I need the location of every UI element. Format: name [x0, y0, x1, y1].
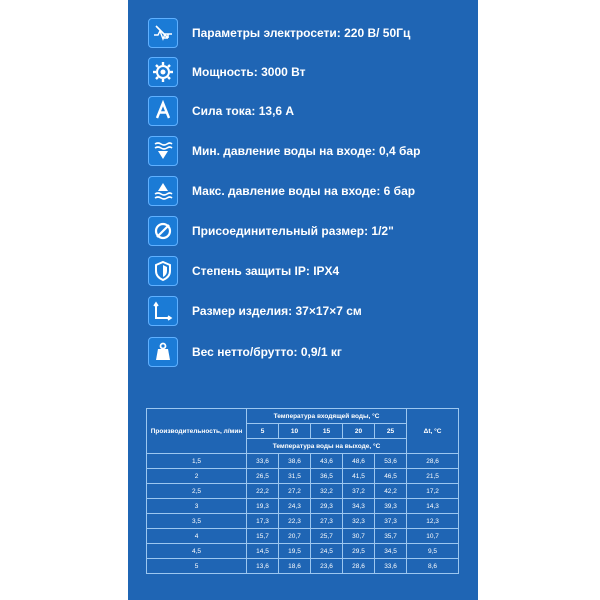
outlet-temp-cell: 29,5	[343, 544, 375, 559]
outlet-temp-cell: 32,2	[311, 484, 343, 499]
water-up-icon	[148, 176, 178, 206]
weight-icon	[148, 337, 178, 367]
header-outlet-temp: Температура воды на выходе, °C	[247, 439, 407, 454]
table-row	[147, 544, 459, 559]
outlet-temp-cell: 22,3	[279, 514, 311, 529]
outlet-temp-cell: 36,5	[311, 469, 343, 484]
delta-cell: 28,6	[407, 454, 459, 469]
delta-cell: 8,6	[407, 559, 459, 574]
productivity-cell: 4,5	[147, 544, 247, 559]
outlet-temp-cell: 33,6	[247, 454, 279, 469]
spec-row-ip	[148, 256, 339, 286]
outlet-temp-cell: 37,3	[375, 514, 407, 529]
spec-row-power	[148, 57, 306, 87]
table-row	[147, 484, 459, 499]
inlet-temp-cell: 15	[311, 424, 343, 439]
table-row	[147, 499, 459, 514]
outlet-temp-cell: 39,3	[375, 499, 407, 514]
productivity-cell: 4	[147, 529, 247, 544]
water-down-icon	[148, 136, 178, 166]
lightning-icon	[148, 18, 178, 48]
inlet-temp-cell: 20	[343, 424, 375, 439]
outlet-temp-cell: 31,5	[279, 469, 311, 484]
spec-label: Вес нетто/брутто: 0,9/1 кг	[192, 345, 342, 359]
dimensions-icon	[148, 296, 178, 326]
delta-cell: 10,7	[407, 529, 459, 544]
spec-row-power-grid	[148, 18, 410, 48]
spec-label: Размер изделия: 37×17×7 см	[192, 304, 362, 318]
inlet-temp-cell: 5	[247, 424, 279, 439]
outlet-temp-cell: 34,5	[375, 544, 407, 559]
outlet-temp-cell: 34,3	[343, 499, 375, 514]
header-productivity: Производительность, л/мин	[147, 409, 247, 454]
outlet-temp-cell: 38,6	[279, 454, 311, 469]
delta-cell: 17,2	[407, 484, 459, 499]
outlet-temp-cell: 19,5	[279, 544, 311, 559]
spec-label: Мин. давление воды на входе: 0,4 бар	[192, 144, 421, 158]
outlet-temp-cell: 27,3	[311, 514, 343, 529]
spec-row-size	[148, 296, 362, 326]
spec-label: Сила тока: 13,6 А	[192, 104, 295, 118]
outlet-temp-cell: 20,7	[279, 529, 311, 544]
spec-row-connection	[148, 216, 394, 246]
outlet-temp-cell: 15,7	[247, 529, 279, 544]
outlet-temp-cell: 25,7	[311, 529, 343, 544]
shield-icon	[148, 256, 178, 286]
table-row	[147, 454, 459, 469]
outlet-temp-cell: 22,2	[247, 484, 279, 499]
outlet-temp-cell: 23,6	[311, 559, 343, 574]
outlet-temp-cell: 30,7	[343, 529, 375, 544]
outlet-temp-cell: 48,6	[343, 454, 375, 469]
productivity-cell: 1,5	[147, 454, 247, 469]
table-row	[147, 469, 459, 484]
outlet-temp-cell: 41,5	[343, 469, 375, 484]
header-inlet-temp: Температура входящей воды, °C	[247, 409, 407, 424]
spec-label: Параметры электросети: 220 В/ 50Гц	[192, 26, 411, 40]
delta-cell: 12,3	[407, 514, 459, 529]
delta-cell: 21,5	[407, 469, 459, 484]
inlet-temp-cell: 10	[279, 424, 311, 439]
outlet-temp-cell: 53,6	[375, 454, 407, 469]
spec-label: Степень защиты IP: IPX4	[192, 264, 340, 278]
table-row	[147, 529, 459, 544]
delta-cell: 9,5	[407, 544, 459, 559]
productivity-cell: 3	[147, 499, 247, 514]
gear-icon	[148, 57, 178, 87]
spec-row-min-pressure	[148, 136, 420, 166]
diameter-icon	[148, 216, 178, 246]
table-row	[147, 514, 459, 529]
productivity-cell: 2,5	[147, 484, 247, 499]
outlet-temp-cell: 27,2	[279, 484, 311, 499]
ampere-icon	[148, 96, 178, 126]
outlet-temp-cell: 17,3	[247, 514, 279, 529]
delta-cell: 14,3	[407, 499, 459, 514]
outlet-temp-cell: 24,3	[279, 499, 311, 514]
inlet-temp-cell: 25	[375, 424, 407, 439]
outlet-temp-cell: 19,3	[247, 499, 279, 514]
outlet-temp-cell: 32,3	[343, 514, 375, 529]
outlet-temp-cell: 29,3	[311, 499, 343, 514]
spec-label: Присоединительный размер: 1/2"	[192, 224, 394, 238]
outlet-temp-cell: 13,6	[247, 559, 279, 574]
outlet-temp-cell: 37,2	[343, 484, 375, 499]
spec-row-max-pressure	[148, 176, 415, 206]
outlet-temp-cell: 35,7	[375, 529, 407, 544]
outlet-temp-cell: 42,2	[375, 484, 407, 499]
productivity-cell: 5	[147, 559, 247, 574]
temperature-table-grid	[146, 408, 459, 574]
productivity-cell: 2	[147, 469, 247, 484]
spec-row-current	[148, 96, 294, 126]
outlet-temp-cell: 28,6	[343, 559, 375, 574]
outlet-temp-cell: 43,6	[311, 454, 343, 469]
productivity-cell: 3,5	[147, 514, 247, 529]
outlet-temp-cell: 18,6	[279, 559, 311, 574]
header-delta: Δt, °C	[407, 409, 459, 454]
table-row	[147, 559, 459, 574]
outlet-temp-cell: 26,5	[247, 469, 279, 484]
spec-label: Макс. давление воды на входе: 6 бар	[192, 184, 416, 198]
temperature-table	[146, 408, 458, 568]
outlet-temp-cell: 33,6	[375, 559, 407, 574]
spec-row-weight	[148, 337, 342, 367]
outlet-temp-cell: 46,5	[375, 469, 407, 484]
spec-label: Мощность: 3000 Вт	[192, 65, 306, 79]
outlet-temp-cell: 24,5	[311, 544, 343, 559]
outlet-temp-cell: 14,5	[247, 544, 279, 559]
